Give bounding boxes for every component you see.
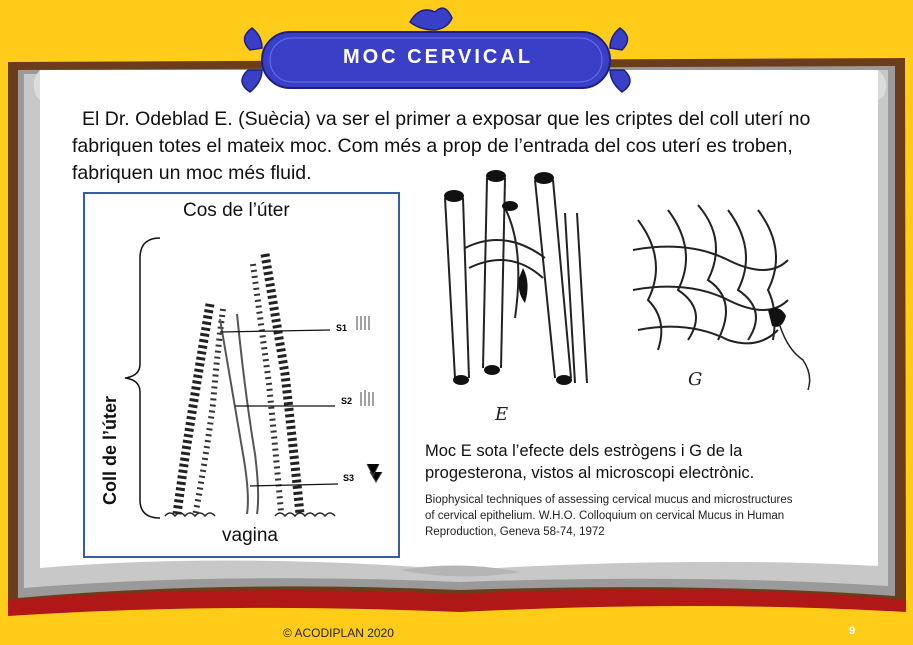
micrograph-e	[425, 168, 615, 430]
uterus-body-label: Cos de l’úter	[183, 200, 290, 221]
label-g: G	[688, 369, 703, 390]
reference-line: of cervical epithelium. W.H.O. Colloquium on cervical Mucus in Human	[425, 510, 785, 522]
marker-s2: S2	[341, 396, 353, 406]
label-e: E	[495, 404, 509, 425]
intro-line: fabriquen totes el mateix moc. Com més a prop de l’entrada del cos uterí es troben,	[72, 135, 793, 157]
micrograph-caption	[425, 440, 845, 484]
caption-line: Moc E sota l’efecte dels estrògens i G de la	[425, 442, 743, 460]
intro-line: fabriquen un moc més fluid.	[72, 162, 312, 184]
mucus-sample-icons	[357, 316, 382, 482]
brace	[125, 238, 160, 518]
marker-s3: S3	[343, 473, 355, 483]
marker-line-s3	[250, 484, 338, 486]
reference-line: Biophysical techniques of assessing cervical mucus and microstructures	[425, 494, 793, 506]
cervix-label: Coll de l’úter	[100, 395, 120, 505]
reference-citation	[425, 492, 845, 540]
page-title: MOC CERVICAL	[342, 46, 534, 68]
vagina-label: vagina	[222, 525, 278, 546]
cervix-left-wall	[177, 304, 210, 514]
page-number: 9	[849, 625, 856, 637]
caption-line: progesterona, vistos al microscopi electrònic.	[425, 464, 755, 482]
cervix-diagram	[85, 194, 398, 556]
copyright-footer: © ACODIPLAN 2020	[283, 626, 394, 640]
intro-line: El Dr. Odeblad E. (Suècia) va ser el primer a exposar que les criptes del coll uterí no	[82, 108, 811, 130]
micrograph-g	[628, 200, 828, 410]
reference-line: Reproduction, Geneva 58-74, 1972	[425, 526, 605, 538]
marker-s1: S1	[336, 323, 348, 333]
